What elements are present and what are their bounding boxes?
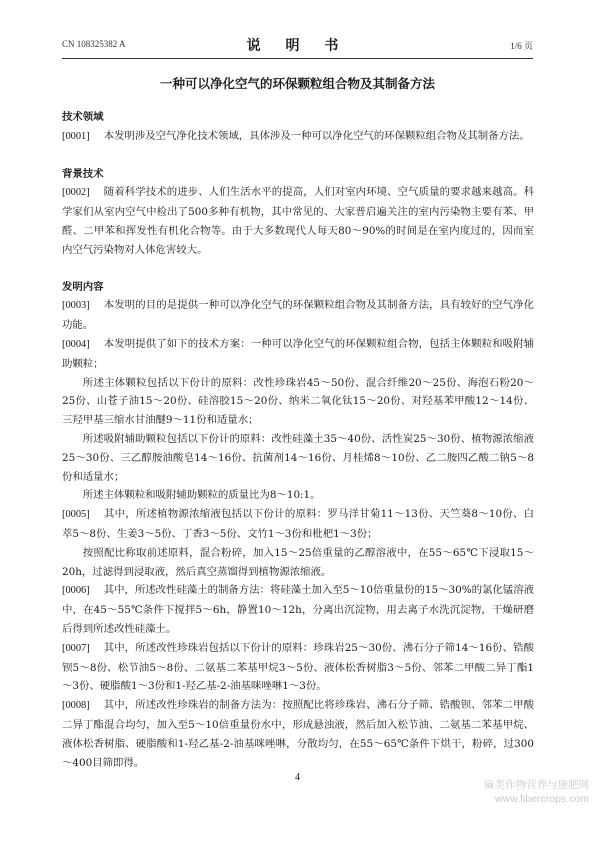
paragraph (62, 296, 534, 335)
paragraph-number: [0003] (62, 300, 90, 312)
paragraph-number: [0004] (62, 338, 90, 350)
watermark (484, 778, 589, 806)
paragraph-number: [0005] (62, 509, 90, 521)
page-count: 1/6 页 (510, 41, 533, 51)
paragraph-text: 本发明涉及空气净化技术领域，具体涉及一种可以净化空气的环保颗粒组合物及其制备方法。 (103, 129, 530, 142)
paragraph-number: [0001] (62, 130, 90, 142)
page-header (62, 35, 533, 55)
paragraph-text: 按照配比称取前述原料，混合粉碎，加入15～25倍重量的乙醇溶液中，在55～65℃下浸取15～20h，过滤得到浸取液，然后真空蒸馏得到植物源浓缩液。 (62, 546, 534, 578)
paragraph-text: 所述主体颗粒和吸附辅助颗粒的质量比为8～10:1。 (82, 489, 321, 502)
watermark-line-1: 麻类作物营养与施肥网 (484, 779, 589, 791)
paragraph (62, 374, 534, 430)
document-type: 说 明 书 (246, 38, 349, 54)
section-heading: 背景技术 (62, 167, 104, 180)
paragraph-text: 随着科学技术的进步、人们生活水平的提高，人们对室内环境、空气质量的要求越来越高。科学家们从室内空气中检出了500多种有机物，其中常见的、大家普启遍关注的室内污染物主要有苯、甲醛、二甲苯和挥发性有机化合物等。由于大多数现代人每天80～90%的时间是在室内度过的，因而室内空气污染物对人体危害较大。 (62, 186, 534, 256)
header-rule (62, 58, 533, 59)
paragraph-text: 所述主体颗粒包括以下份计的原料：改性珍珠岩45～50份、混合纤维20～25份、海泡石粉20～25份、山苍子油15～20份、硅溶胶15～20份、纳米二氧化钛15～20份、对羟基苯甲酸12～14份、三羟甲基三缩水甘油醚9～11份和适量水； (62, 376, 534, 427)
paragraph-text: 其中，所述改性珍珠岩的制备方法为：按照配比将珍珠岩、沸石分子筛、锆酸钡、邻苯二甲酸二异丁酯混合均匀，加入至5～10倍重量份水中，形成悬浊液，然后加入松节油、二氨基二苯基甲烷、液体松香树脂、硬脂酸和1-羟乙基-2-油基咪唑啉，分散均匀，在55～65℃条件下烘干，粉碎，过300～400目筛即得。 (62, 699, 534, 769)
document-body (62, 108, 534, 772)
paragraph (62, 430, 534, 486)
paragraph-text: 其中，所述改性硅藻土的制备方法：将硅藻土加入至5～10倍重量份的15～30%的氯化锰溶液中，在45～55℃条件下搅拌5～6h，静置10～12h，分离出沉淀物，用去离子水洗沉淀物，干燥研磨后得到所述改性硅藻土。 (62, 584, 534, 635)
paragraph (62, 581, 534, 638)
watermark-line-2: www.fibercrops.com (495, 793, 589, 805)
paragraph (62, 335, 534, 374)
section-heading: 发明内容 (62, 280, 104, 293)
section-spacer (62, 260, 534, 272)
paragraph (62, 696, 534, 772)
paragraph (62, 505, 534, 544)
paragraph (62, 544, 534, 582)
paragraph-number: [0006] (62, 585, 90, 597)
paragraph (62, 486, 534, 505)
paragraph (62, 639, 534, 696)
paragraph (62, 183, 534, 259)
paragraph-number: [0002] (62, 187, 90, 199)
paragraph-number: [0007] (62, 642, 90, 654)
paragraph-text: 其中，所述改性珍珠岩包括以下份计的原料：珍珠岩25～30份、沸石分子筛14～16份、锆酸钡5～8份、松节油5～8份、二氨基二苯基甲烷3～5份、液体松香树脂3～5份、邻苯二甲酸二异丁酯1～3份、硬脂酸1～3份和1-羟乙基-2-油基咪唑啉1～3份。 (62, 641, 534, 693)
publication-number: CN 108325382 A (62, 39, 126, 49)
section-spacer (62, 147, 534, 159)
paragraph-number: [0008] (62, 700, 90, 712)
paragraph-text: 本发明的目的是提供一种可以净化空气的环保颗粒组合物及其制备方法，具有较好的空气净化功能。 (62, 299, 534, 332)
paragraph-text: 本发明提供了如下的技术方案：一种可以净化空气的环保颗粒组合物，包括主体颗粒和吸附辅助颗粒； (62, 337, 534, 370)
paragraph-text: 其中，所述植物源浓缩液包括以下份计的原料：罗马洋甘菊11～13份、天竺葵8～10份、白萃5～8份、生姜3～5份、丁香3～5份、文竹1～3份和枇杷1～3份； (62, 508, 534, 540)
page-number: 4 (295, 772, 300, 783)
paragraph-text: 所述吸附辅助颗粒包括以下份计的原料：改性硅藻土35～40份、活性炭25～30份、植物源浓缩液25～30份、三乙醇胺油酸皂14～16份、抗菌剂14～16份、月桂烯8～10份、乙二胺四乙酸二钠5～8份和适量水； (62, 432, 534, 483)
section-heading: 技术领域 (62, 111, 104, 123)
document-title: 一种可以净化空气的环保颗粒组合物及其制备方法 (159, 76, 435, 91)
paragraph (62, 127, 534, 147)
